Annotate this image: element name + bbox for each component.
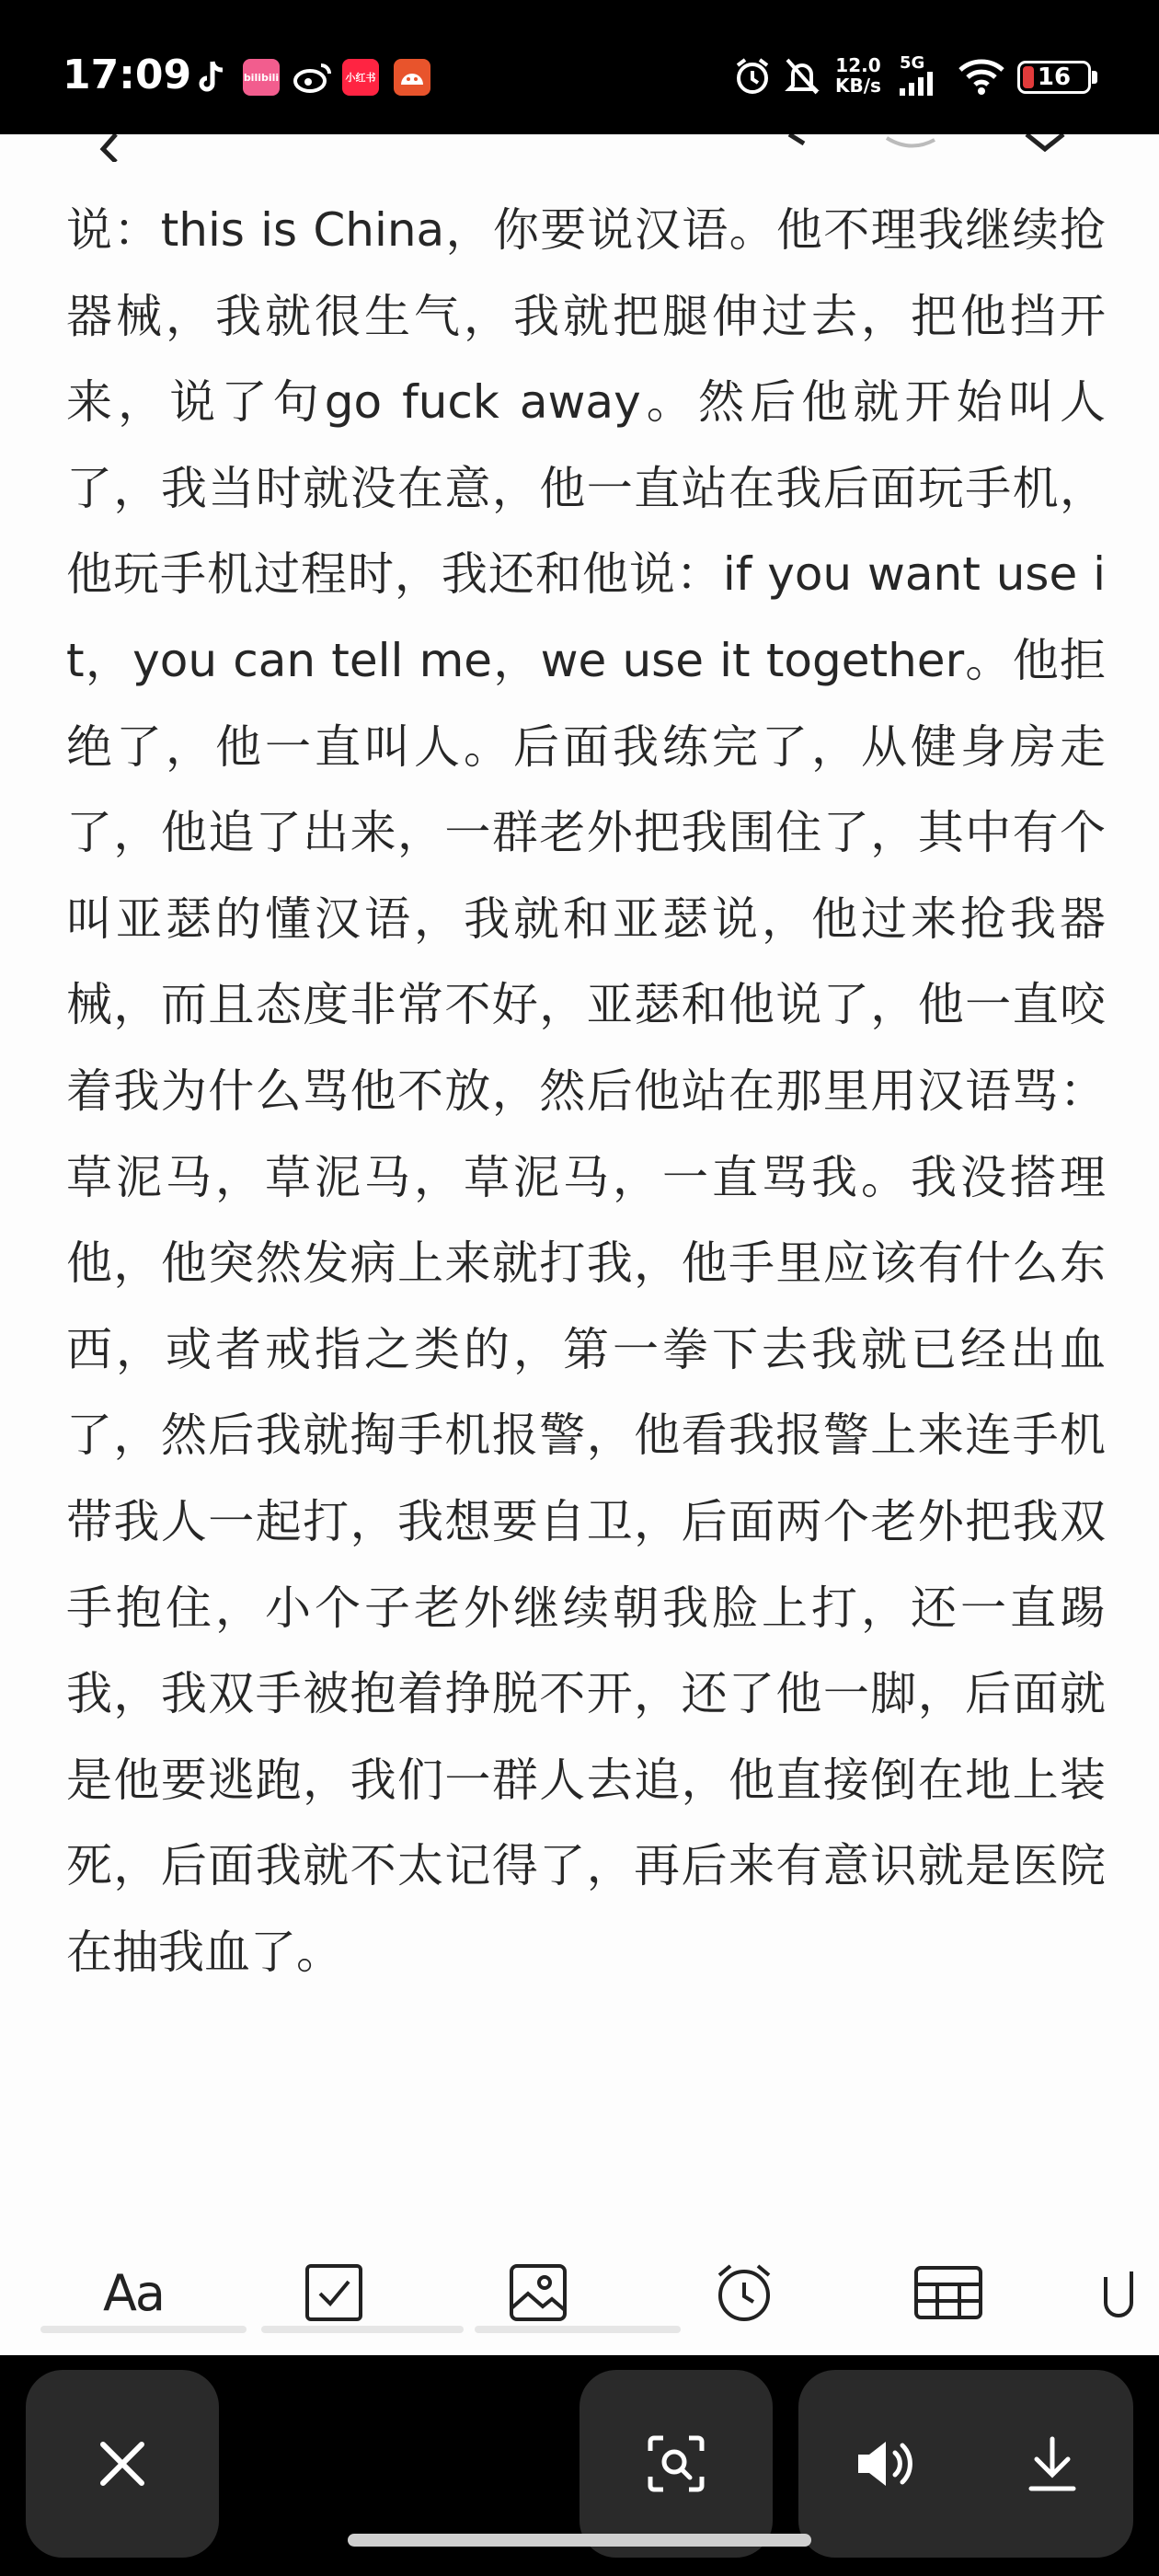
table-icon (913, 2265, 983, 2320)
signal-label: 5G (900, 53, 925, 73)
paperclip-icon (1104, 2260, 1141, 2325)
signal-icon (900, 72, 933, 96)
wifi-icon (957, 55, 1006, 98)
tiktok-icon (193, 59, 230, 96)
network-speed-unit: KB/s (835, 75, 881, 97)
battery-indicator (1017, 61, 1091, 94)
alarm-clock-icon (712, 2260, 776, 2325)
bilibili-icon (243, 59, 280, 96)
image-icon (508, 2262, 568, 2323)
text-format-label: Aa (102, 2263, 165, 2322)
xiaohongshu-icon (342, 59, 379, 96)
weibo-icon (293, 59, 333, 96)
format-toolbar (0, 2247, 1159, 2355)
network-speed (835, 55, 881, 96)
network-speed-value: 12.0 (835, 54, 881, 76)
attachment-button[interactable] (1104, 2247, 1159, 2339)
bilibili-label: bilibili (243, 71, 280, 84)
text-format-button[interactable] (83, 2247, 184, 2339)
media-controls (798, 2370, 1133, 2558)
download-button[interactable] (1027, 2435, 1077, 2492)
status-time: 17:09 (63, 52, 192, 98)
status-bar (0, 0, 1159, 134)
battery-fill (1023, 66, 1034, 88)
mute-icon (784, 55, 820, 98)
battery-level: 16 (1037, 63, 1072, 91)
volume-button[interactable] (855, 2438, 915, 2490)
image-button[interactable] (488, 2247, 589, 2339)
reminder-button[interactable] (694, 2247, 795, 2339)
close-button[interactable] (26, 2370, 219, 2558)
scan-button[interactable] (580, 2370, 773, 2558)
checklist-button[interactable] (283, 2247, 384, 2339)
scan-search-icon (647, 2434, 706, 2493)
note-page[interactable] (0, 134, 1159, 2355)
signal-indicator (900, 55, 933, 98)
scroll-track (40, 2326, 247, 2333)
home-indicator[interactable] (348, 2534, 811, 2547)
table-button[interactable] (898, 2247, 999, 2339)
checklist-icon (304, 2262, 364, 2323)
download-icon (1027, 2435, 1077, 2492)
note-body[interactable]: 说：this is China，你要说汉语。他不理我继续抢器械，我就很生气，我就把腿伸过去，把他挡开来，说了句go fuck away。然后他就开始叫人了，我当时就没在意，他一直站在我后面玩手机，他玩手机过程时，我还和他说：if you want use it，you can tell me，we use it together。他拒绝了，他一直叫人。后面我练完了，从健身房走了，他追了出来，一群老外把我围住了，其中有个叫亚瑟的懂汉语，我就和亚瑟说，他过来抢我器械，而且态度非常不好，亚瑟和他说了，他一直咬着我为什么骂他不放，然后他站在那里用汉语骂：草泥马，草泥马，草泥马，一直骂我。我没搭理他，他突然发病上来就打我，他手里应该有什么东西，或者戒指之类的，第一拳下去我就已经出血了，然后我就掏手机报警，他看我报警上来连手机带我人一起打，我想要自卫，后面两个老外把我双手抱住，小个子老外继续朝我脸上打，还一直踢我，我双手被抱着挣脱不开，还了他一脚，后面就是他要逃跑，我们一群人去追，他直接倒在地上装死，后面我就不太记得了，再后来有意识就是医院在抽我血了。 (66, 203, 1106, 1979)
header-toolbar-fragment (0, 134, 1159, 162)
alarm-icon (732, 55, 773, 98)
volume-icon (855, 2438, 915, 2490)
scroll-track (261, 2326, 464, 2333)
app-icon (394, 59, 430, 96)
battery-nub (1092, 71, 1097, 84)
close-icon (98, 2439, 147, 2489)
scroll-track (475, 2326, 681, 2333)
xiaohongshu-label: 小红书 (345, 72, 376, 84)
